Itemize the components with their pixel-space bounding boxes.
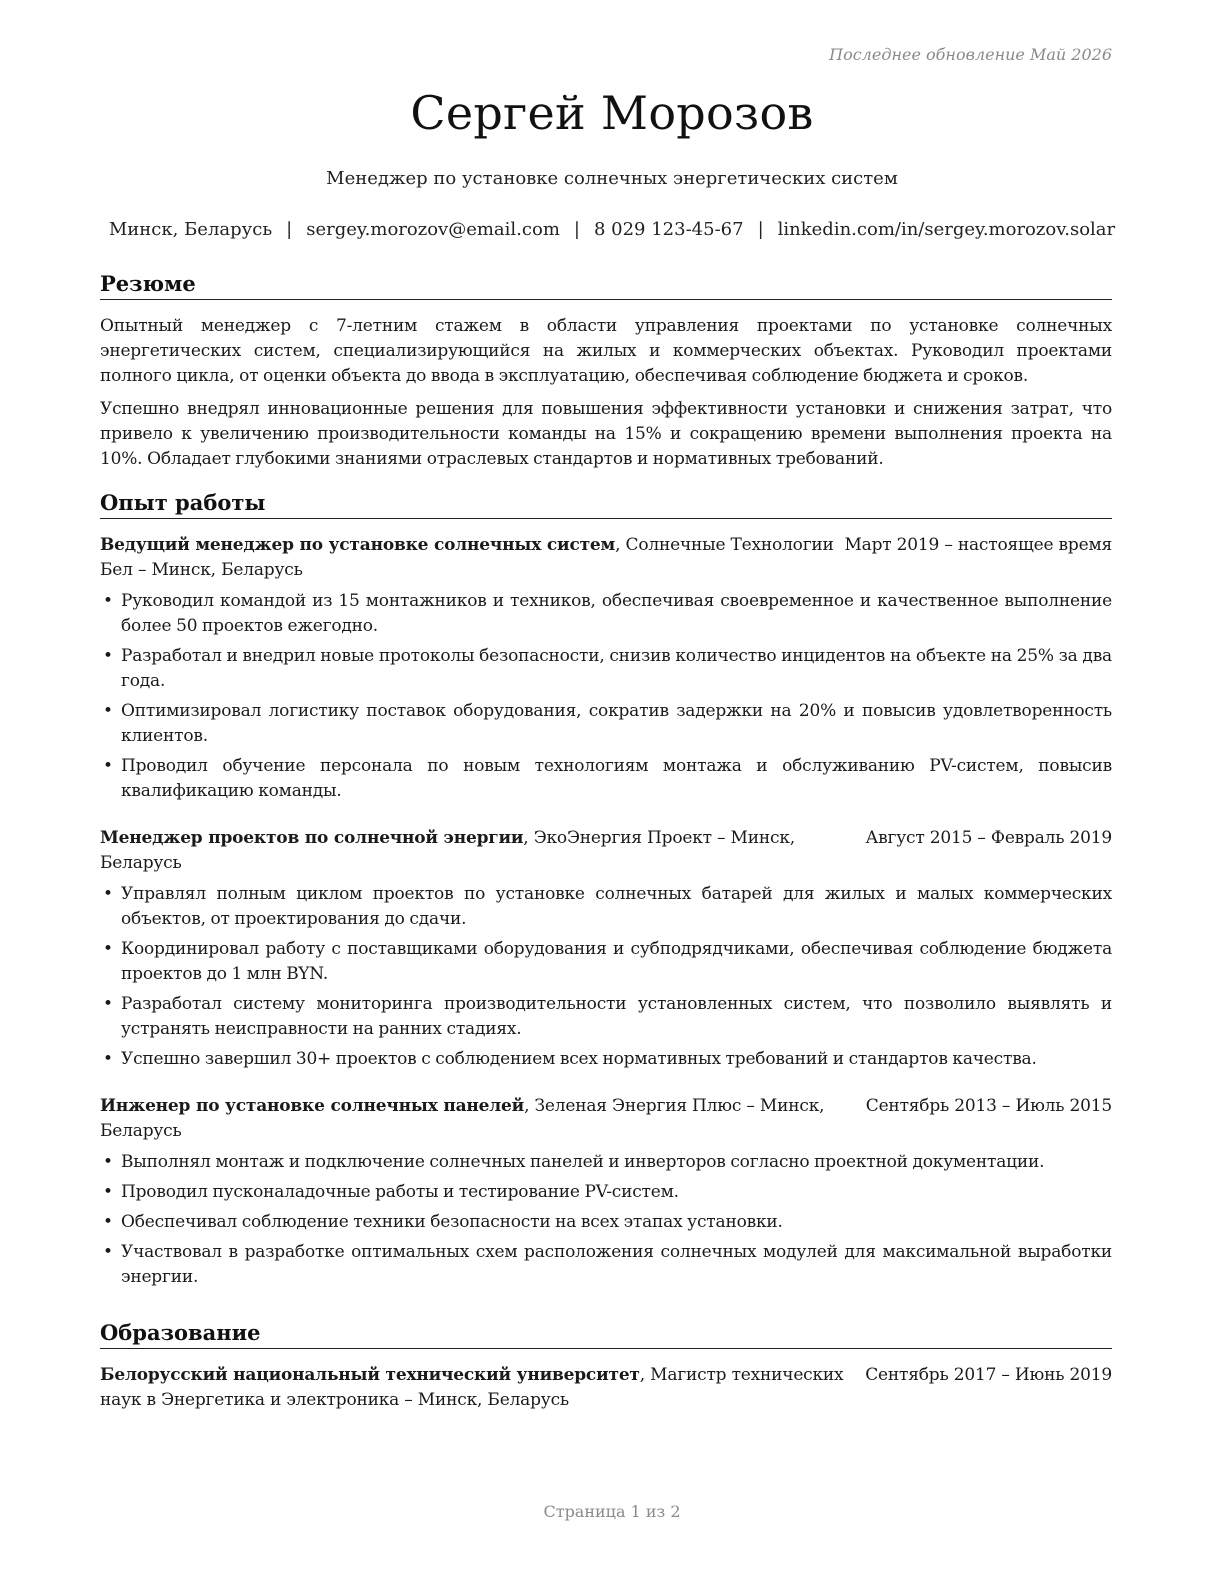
section-title-education: Образование [100, 1319, 1112, 1349]
list-item: • Обеспечивал соблюдение техники безопасности на всех этапах установки. [100, 1210, 1112, 1235]
education-entry [100, 1363, 1112, 1413]
experience-section [100, 489, 1112, 1295]
list-item: • Руководил командой из 15 монтажников и техников, обеспечивая своевременное и качественное выполнение более 50 проектов ежегодно. [100, 589, 1112, 639]
job-org: , Зеленая Энергия Плюс – Минск, Беларусь [100, 1096, 825, 1141]
list-item: • Управлял полным циклом проектов по установке солнечных батарей для жилых и малых коммерческих объектов, от проектирования до сдачи. [100, 882, 1112, 932]
list-item: • Оптимизировал логистику поставок оборудования, сократив задержки на 20% и повысив удовлетворенность клиентов. [100, 699, 1112, 749]
job-role: Инженер по установке солнечных панелей [100, 1096, 525, 1116]
job-bullets [100, 589, 1112, 804]
list-item: • Разработал систему мониторинга производительности установленных систем, что позволило выявлять и устранять неисправности на ранних стадиях. [100, 992, 1112, 1042]
list-item: • Координировал работу с поставщиками оборудования и субподрядчиками, обеспечивая соблюдение бюджета проектов до 1 млн BYN. [100, 937, 1112, 987]
contact-phone: 8 029 123-45-67 [593, 219, 744, 240]
job-header [100, 1094, 1112, 1144]
job-entry [100, 1094, 1112, 1290]
education-dates: Сентябрь 2017 – Июнь 2019 [865, 1365, 1112, 1385]
summary-paragraph: Успешно внедрял инновационные решения для повышения эффективности установки и снижения затрат, что привело к увеличению производительности команды на 15% и сокращению времени выполнения проекта на 10%. Обладает глубокими знаниями отраслевых стандартов и нормативных требований. [100, 399, 1112, 469]
candidate-name: Сергей Морозов [410, 86, 814, 140]
list-item: • Проводил обучение персонала по новым технологиям монтажа и обслуживанию PV-систем, повысив квалификацию команды. [100, 754, 1112, 804]
job-header [100, 826, 1112, 876]
section-title-summary: Резюме [100, 270, 1112, 300]
contact-location: Минск, Беларусь [108, 219, 273, 240]
contact-separator: | [286, 219, 293, 240]
list-item: • Выполнял монтаж и подключение солнечных панелей и инверторов согласно проектной документации. [100, 1150, 1112, 1175]
headline: Менеджер по установке солнечных энергетических систем [326, 168, 898, 189]
job-dates: Март 2019 – настоящее время [844, 535, 1112, 555]
section-title-experience: Опыт работы [100, 489, 1112, 519]
contact-separator: | [757, 219, 764, 240]
education-section [100, 1319, 1112, 1413]
job-role: Ведущий менеджер по установке солнечных систем [100, 535, 616, 555]
education-school: Белорусский национальный технический университет [100, 1365, 640, 1385]
job-bullets [100, 1150, 1112, 1290]
list-item: • Разработал и внедрил новые протоколы безопасности, снизив количество инцидентов на объекте на 25% за два года. [100, 644, 1112, 694]
contact-separator: | [573, 219, 580, 240]
job-org: , ЭкоЭнергия Проект – Минск, Беларусь [100, 828, 795, 873]
last-updated: Последнее обновление Май 2026 [829, 45, 1112, 64]
job-bullets [100, 882, 1112, 1072]
job-entry [100, 826, 1112, 1072]
job-dates: Август 2015 – Февраль 2019 [865, 828, 1112, 848]
list-item: • Успешно завершил 30+ проектов с соблюдением всех нормативных требований и стандартов качества. [100, 1047, 1112, 1072]
job-role: Менеджер проектов по солнечной энергии [100, 828, 524, 848]
job-dates: Сентябрь 2013 – Июль 2015 [865, 1096, 1112, 1116]
summary-paragraph: Опытный менеджер с 7-летним стажем в области управления проектами по установке солнечных энергетических систем, специализирующийся на жилых и коммерческих объектах. Руководил проектами полного цикла, от оценки объекта до ввода в эксплуатацию, обеспечивая соблюдение бюджета и сроков. [100, 316, 1112, 386]
contact-line [0, 219, 1224, 240]
list-item: • Проводил пусконаладочные работы и тестирование PV-систем. [100, 1180, 1112, 1205]
summary-section [100, 270, 1112, 480]
job-entry [100, 533, 1112, 804]
job-header [100, 533, 1112, 583]
education-degree: , Магистр технических наук в Энергетика и электроника – Минск, Беларусь [100, 1365, 844, 1410]
list-item: • Участвовал в разработке оптимальных схем расположения солнечных модулей для максимальной выработки энергии. [100, 1240, 1112, 1290]
page-number: Страница 1 из 2 [543, 1502, 681, 1521]
contact-linkedin[interactable]: linkedin.com/in/sergey.morozov.solar [777, 219, 1116, 240]
contact-email[interactable]: sergey.morozov@email.com [306, 219, 560, 240]
job-org: , Солнечные Технологии Бел – Минск, Беларусь [100, 535, 834, 580]
